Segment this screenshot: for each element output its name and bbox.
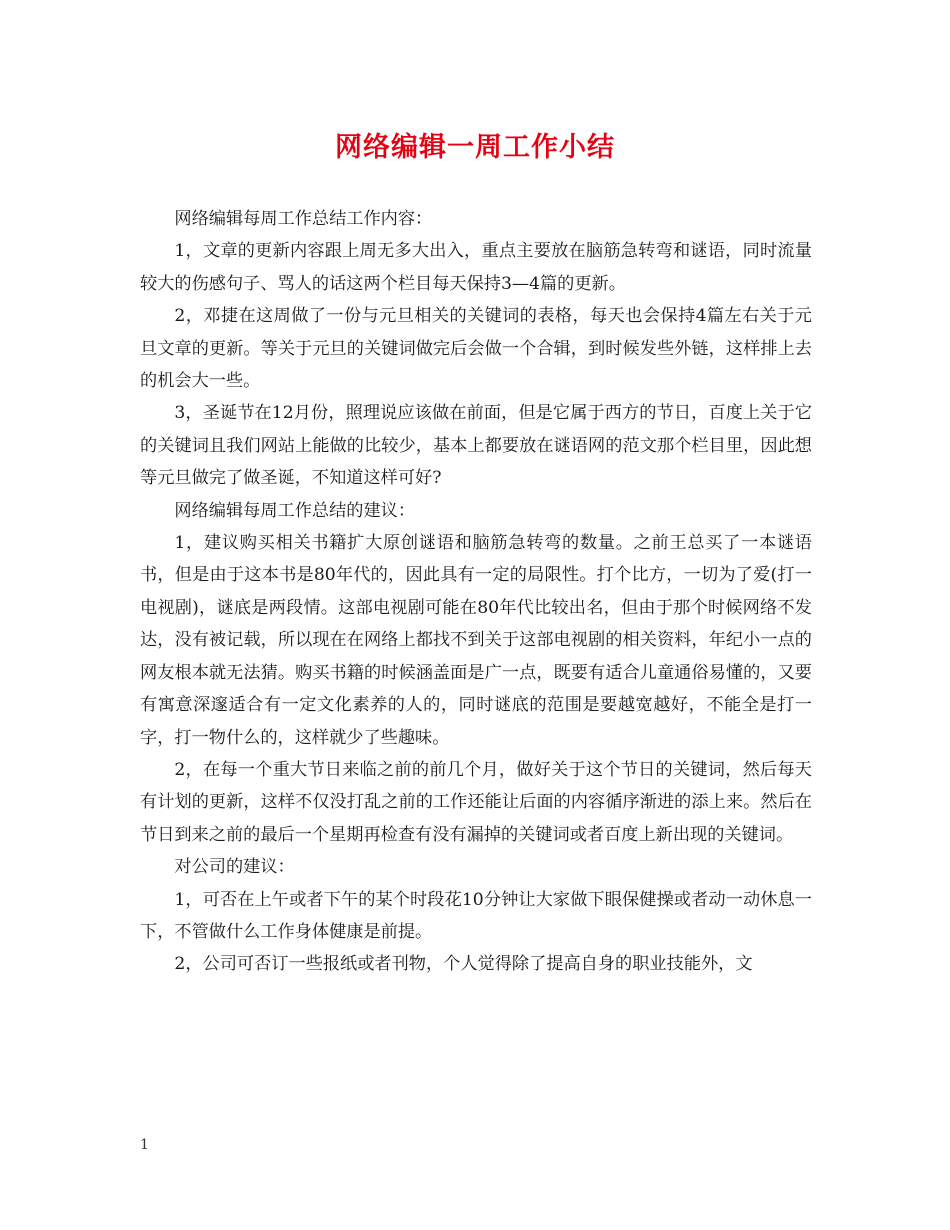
paragraph: 网络编辑每周工作总结工作内容： bbox=[174, 209, 433, 229]
paragraph: 2，邓捷在这周做了一份与元旦相关的关键词的表格，每天也会保持4篇左右关于元旦文章的更新。等关于元旦的关键词做完后会做一个合辑，到时候发些外链，这样排上去的机会大一些。 bbox=[140, 306, 812, 392]
paragraph: 2，在每一个重大节日来临之前的前几个月，做好关于这个节日的关键词，然后每天有计划的更新，这样不仅没打乱之前的工作还能让后面的内容循序渐进的添上来。然后在节日到来之前的最后一个星期再检查有没有漏掉的关键词或者百度上新出现的关键词。 bbox=[140, 759, 812, 845]
paragraph: 对公司的建议： bbox=[174, 857, 295, 878]
page-number: 1 bbox=[140, 1137, 149, 1153]
paragraph: 网络编辑每周工作总结的建议： bbox=[174, 500, 416, 521]
paragraph: 1，可否在上午或者下午的某个时段花10分钟让大家做下眼保健操或者动一动休息一下，不管做什么工作身体健康是前提。 bbox=[140, 889, 812, 942]
paragraph: 1，建议购买相关书籍扩大原创谜语和脑筋急转弯的数量。之前王总买了一本谜语书，但是由于这本书是80年代的，因此具有一定的局限性。打个比方，一切为了爱(打一电视剧)，谜底是两段情。这部电视剧可能在80年代比较出名，但由于那个时候网络不发达，没有被记载，所以现在在网络上都找不到关于这部电视剧的相关资料，年纪小一点的网友根本就无法猜。购买书籍的时候涵盖面是广一点，既要有适合儿童通俗易懂的，又要有寓意深邃适合有一定文化素养的人的，同时谜底的范围是要越宽越好，不能全是打一字，打一物什么的，这样就少了些趣味。 bbox=[140, 533, 812, 748]
paragraph: 1，文章的更新内容跟上周无多大出入，重点主要放在脑筋急转弯和谜语，同时流量较大的伤感句子、骂人的话这两个栏目每天保持3—4篇的更新。 bbox=[140, 241, 812, 294]
document-title: 网络编辑一周工作小结 bbox=[335, 132, 615, 163]
paragraph: 2，公司可否订一些报纸或者刊物，个人觉得除了提高自身的职业技能外，文 bbox=[174, 954, 753, 975]
paragraph: 3，圣诞节在12月份，照理说应该做在前面，但是它属于西方的节日，百度上关于它的关键词且我们网站上能做的比较少，基本上都要放在谜语网的范文那个栏目里，因此想等元旦做完了做圣诞，不知道这样可好? bbox=[140, 403, 812, 489]
document-body bbox=[140, 203, 812, 981]
